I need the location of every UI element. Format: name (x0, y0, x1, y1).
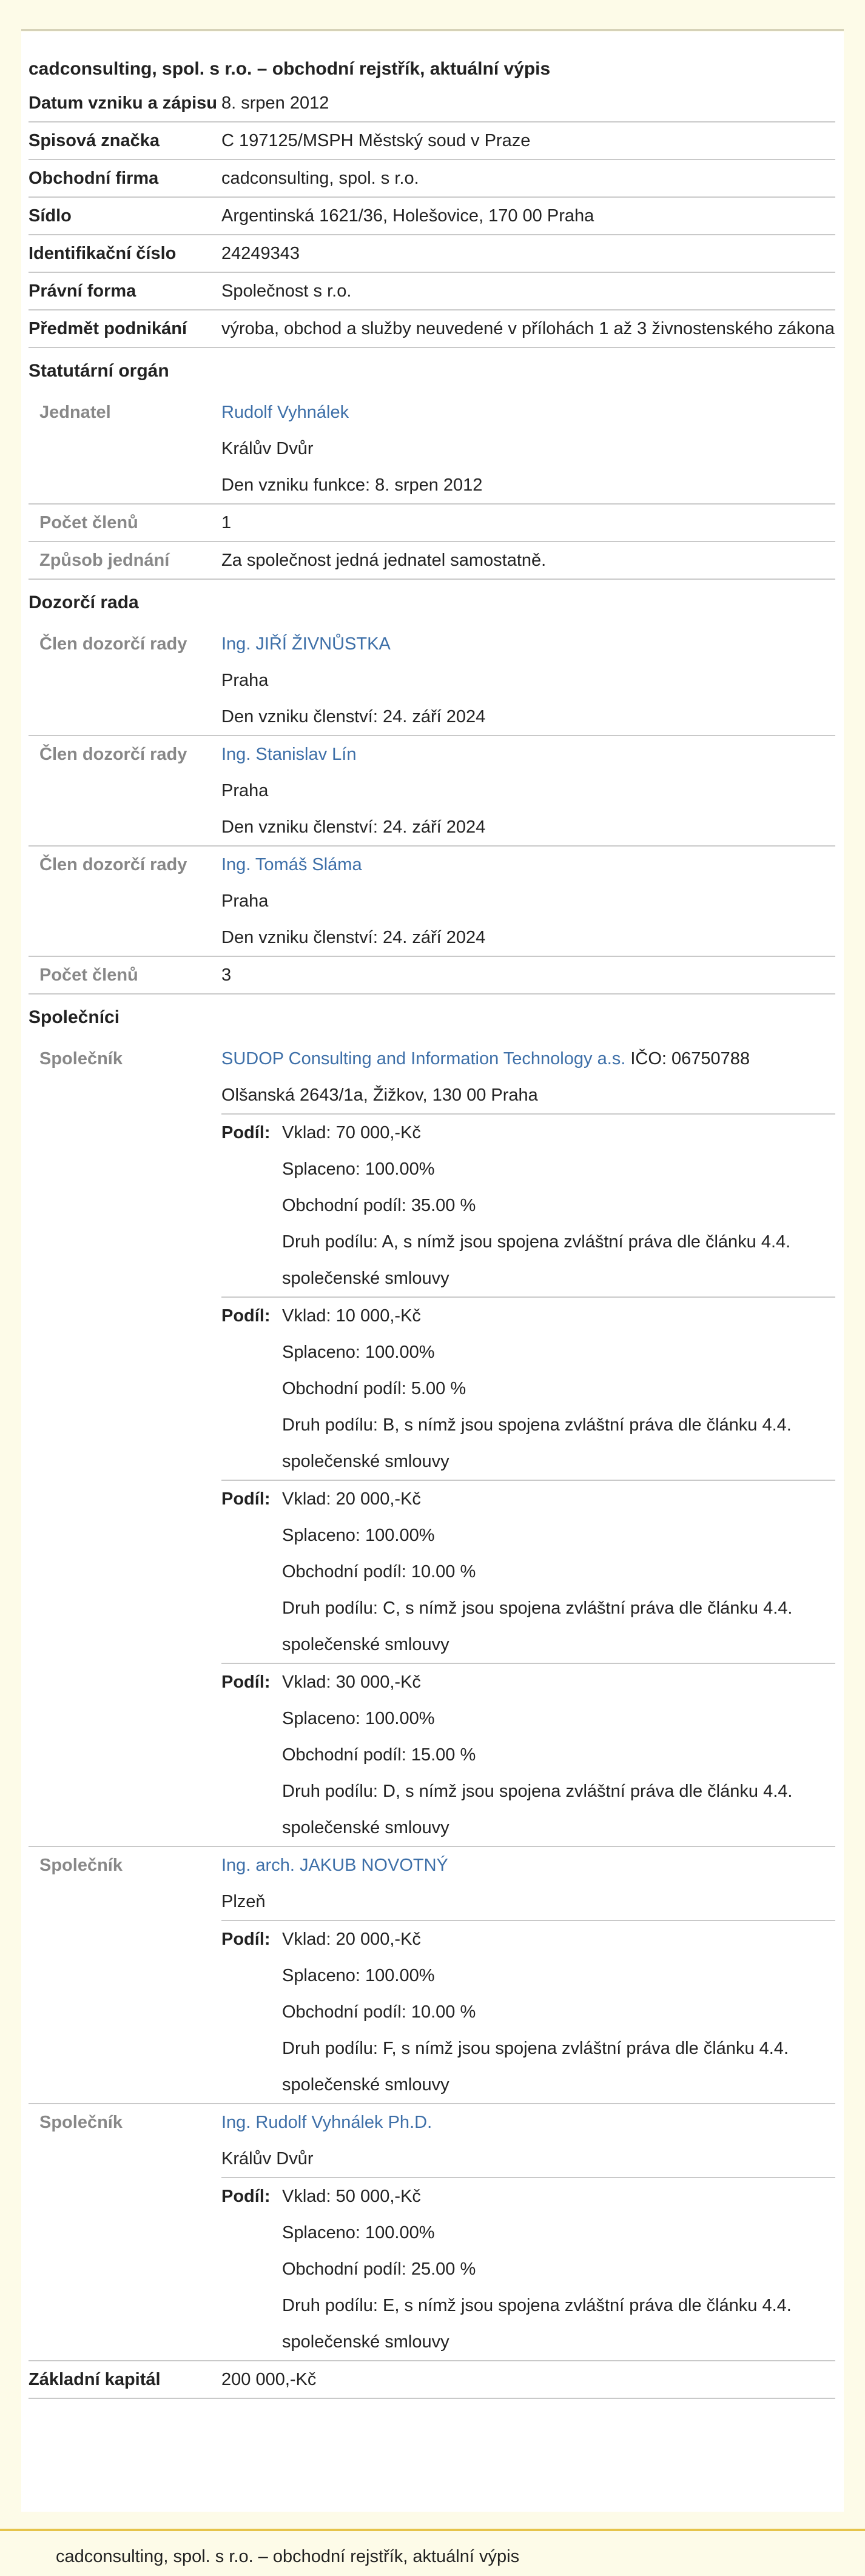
row-zpusob-jednani (29, 542, 835, 580)
podil-vklad: Vklad: 10 000,-Kč (282, 1306, 421, 1326)
podil-druh-cont: společenské smlouvy (282, 1269, 449, 1288)
spolecnik-detail (221, 1041, 835, 1846)
podil-druh: Druh podílu: D, s nímž jsou spojena zvláštní práva dle článku 4.4. (282, 1782, 793, 1801)
value-sidlo: Argentinská 1621/36, Holešovice, 170 00 Praha (221, 206, 594, 226)
podil-obchodni: Obchodní podíl: 35.00 % (282, 1196, 476, 1215)
page-title: cadconsulting, spol. s r.o. – obchodní rejstřík, aktuální výpis (29, 59, 551, 79)
clen-since: Den vzniku členství: 24. září 2024 (221, 817, 486, 837)
label-zpusob-jednani: Způsob jednání (39, 551, 170, 570)
row-jednatel (29, 394, 835, 505)
spolecnik-address: Králův Dvůr (221, 2149, 314, 2168)
podil-splaceno: Splaceno: 100.00% (282, 1159, 435, 1179)
label-sidlo: Sídlo (29, 206, 72, 226)
podil-values (282, 1481, 835, 1663)
value-spisova-znacka: C 197125/MSPH Městský soud v Praze (221, 131, 531, 150)
row-clen-dozorci-rady (29, 736, 835, 847)
podil-obchodni: Obchodní podíl: 10.00 % (282, 2002, 476, 2022)
podil-values (282, 1664, 835, 1846)
label-spolecnik: Společník (39, 1856, 123, 1875)
podil-vklad: Vklad: 30 000,-Kč (282, 1672, 421, 1692)
top-divider (21, 29, 844, 31)
podil-obchodni: Obchodní podíl: 10.00 % (282, 1562, 476, 1581)
podil-obchodni: Obchodní podíl: 15.00 % (282, 1745, 476, 1765)
jednatel-name-link[interactable]: Rudolf Vyhnálek (221, 403, 349, 422)
clen-detail (221, 626, 835, 735)
value-pocet-clenu: 1 (221, 513, 232, 532)
podil-vklad: Vklad: 20 000,-Kč (282, 1930, 421, 1949)
podil-vklad: Vklad: 50 000,-Kč (282, 2187, 421, 2206)
podil-values (282, 1921, 835, 2103)
value-obchodni-firma: cadconsulting, spol. s r.o. (221, 169, 419, 188)
label-ico: Identifikační číslo (29, 244, 177, 263)
clen-name-link[interactable]: Ing. Stanislav Lín (221, 745, 357, 764)
podil-druh-cont: společenské smlouvy (282, 1452, 449, 1471)
spolecnik-name-link[interactable]: SUDOP Consulting and Information Technology a.s. (221, 1049, 626, 1068)
label-clen-dozorci-rady: Člen dozorčí rady (39, 634, 187, 654)
podil-druh-cont: společenské smlouvy (282, 1818, 449, 1837)
podil-druh: Druh podílu: F, s nímž jsou spojena zvláštní práva dle článku 4.4. (282, 2039, 789, 2058)
value-ico: 24249343 (221, 244, 300, 263)
row-ico (29, 235, 835, 273)
row-zakladni-kapital (29, 2361, 835, 2399)
value-datum-vzniku: 8. srpen 2012 (221, 93, 329, 113)
podil-splaceno: Splaceno: 100.00% (282, 2223, 435, 2242)
label-clen-dozorci-rady: Člen dozorčí rady (39, 855, 187, 874)
podil-values (282, 1298, 835, 1480)
clen-detail (221, 736, 835, 845)
podil-label: Podíl: (221, 1672, 271, 1692)
podil-splaceno: Splaceno: 100.00% (282, 1709, 435, 1728)
value-zakladni-kapital: 200 000,-Kč (221, 2370, 317, 2389)
register-extract (29, 57, 835, 2399)
row-sidlo (29, 198, 835, 235)
register-extract-card (21, 32, 844, 2512)
spolecnik-name-link[interactable]: Ing. Rudolf Vyhnálek Ph.D. (221, 2113, 432, 2132)
podil-label: Podíl: (221, 1930, 271, 1949)
podil-block (221, 2177, 835, 2360)
podil-vklad: Vklad: 20 000,-Kč (282, 1489, 421, 1509)
podil-vklad: Vklad: 70 000,-Kč (282, 1123, 421, 1142)
podil-druh-cont: společenské smlouvy (282, 2075, 449, 2095)
footer-divider (0, 2529, 865, 2531)
clen-detail (221, 847, 835, 956)
label-datum-vzniku: Datum vzniku a zápisu (29, 93, 218, 113)
clen-city: Praha (221, 671, 269, 690)
row-predmet-podnikani (29, 310, 835, 348)
jednatel-city: Králův Dvůr (221, 439, 314, 458)
podil-druh: Druh podílu: C, s nímž jsou spojena zvláštní práva dle článku 4.4. (282, 1598, 793, 1618)
row-spolecnik (29, 1847, 835, 2104)
spolecnik-name-link[interactable]: Ing. arch. JAKUB NOVOTNÝ (221, 1856, 448, 1875)
label-spisova-znacka: Spisová značka (29, 131, 160, 150)
row-datum-vzniku (29, 85, 835, 122)
spolecnik-detail (221, 1847, 835, 2103)
clen-city: Praha (221, 891, 269, 911)
label-spolecnik: Společník (39, 2113, 123, 2132)
row-spisova-znacka (29, 122, 835, 160)
podil-values (282, 2178, 835, 2360)
section-spolecnici: Společníci (29, 1007, 120, 1027)
podil-druh-cont: společenské smlouvy (282, 1635, 449, 1654)
label-spolecnik: Společník (39, 1049, 123, 1068)
podil-block (221, 1113, 835, 1296)
podil-obchodni: Obchodní podíl: 25.00 % (282, 2259, 476, 2279)
podil-druh-cont: společenské smlouvy (282, 2332, 449, 2352)
row-clen-dozorci-rady (29, 626, 835, 736)
podil-splaceno: Splaceno: 100.00% (282, 1966, 435, 1985)
podil-label: Podíl: (221, 1123, 271, 1142)
podil-druh: Druh podílu: E, s nímž jsou spojena zvláštní práva dle článku 4.4. (282, 2296, 792, 2315)
label-predmet-podnikani: Předmět podnikání (29, 319, 187, 338)
row-pocet-clenu-statutarni (29, 505, 835, 542)
podil-block (221, 1480, 835, 1663)
row-clen-dozorci-rady (29, 847, 835, 957)
row-spolecnik (29, 2104, 835, 2361)
value-zpusob-jednani: Za společnost jedná jednatel samostatně. (221, 551, 547, 570)
label-pocet-clenu: Počet členů (39, 513, 138, 532)
label-pocet-clenu: Počet členů (39, 965, 138, 985)
label-jednatel: Jednatel (39, 403, 111, 422)
podil-block (221, 1296, 835, 1480)
jednatel-since: Den vzniku funkce: 8. srpen 2012 (221, 475, 483, 495)
podil-obchodni: Obchodní podíl: 5.00 % (282, 1379, 466, 1398)
podil-druh: Druh podílu: B, s nímž jsou spojena zvláštní práva dle článku 4.4. (282, 1415, 792, 1435)
spolecnik-address: Plzeň (221, 1892, 266, 1911)
spolecnik-detail (221, 2104, 835, 2360)
value-predmet-podnikani: výroba, obchod a služby neuvedené v přílohách 1 až 3 živnostenského zákona (221, 319, 835, 338)
row-spolecnik (29, 1041, 835, 1847)
spolecnik-address: Olšanská 2643/1a, Žižkov, 130 00 Praha (221, 1085, 538, 1105)
row-pravni-forma (29, 273, 835, 310)
value-pocet-clenu: 3 (221, 965, 232, 985)
podil-label: Podíl: (221, 1489, 271, 1509)
value-pravni-forma: Společnost s r.o. (221, 281, 352, 301)
podil-label: Podíl: (221, 1306, 271, 1326)
podil-block (221, 1663, 835, 1846)
footer-title: cadconsulting, spol. s r.o. – obchodní rejstřík, aktuální výpis (56, 2547, 520, 2566)
podil-druh: Druh podílu: A, s nímž jsou spojena zvláštní práva dle článku 4.4. (282, 1232, 791, 1252)
podil-block (221, 1920, 835, 2103)
podil-label: Podíl: (221, 2187, 271, 2206)
section-statutarni-organ: Statutární orgán (29, 361, 169, 381)
label-zakladni-kapital: Základní kapitál (29, 2370, 161, 2389)
podil-values (282, 1115, 835, 1296)
row-obchodni-firma (29, 160, 835, 198)
podil-splaceno: Splaceno: 100.00% (282, 1343, 435, 1362)
section-dozorci-rada: Dozorčí rada (29, 592, 139, 612)
clen-since: Den vzniku členství: 24. září 2024 (221, 707, 486, 726)
label-pravni-forma: Právní forma (29, 281, 136, 301)
podil-splaceno: Splaceno: 100.00% (282, 1526, 435, 1545)
clen-since: Den vzniku členství: 24. září 2024 (221, 928, 486, 947)
label-clen-dozorci-rady: Člen dozorčí rady (39, 745, 187, 764)
jednatel-detail (221, 394, 835, 503)
clen-city: Praha (221, 781, 269, 800)
clen-name-link[interactable]: Ing. JIŘÍ ŽIVNŮSTKA (221, 634, 391, 654)
row-pocet-clenu-dozorci (29, 957, 835, 995)
spolecnik-ico: IČO: 06750788 (625, 1049, 750, 1068)
label-obchodni-firma: Obchodní firma (29, 169, 159, 188)
clen-name-link[interactable]: Ing. Tomáš Sláma (221, 855, 362, 874)
